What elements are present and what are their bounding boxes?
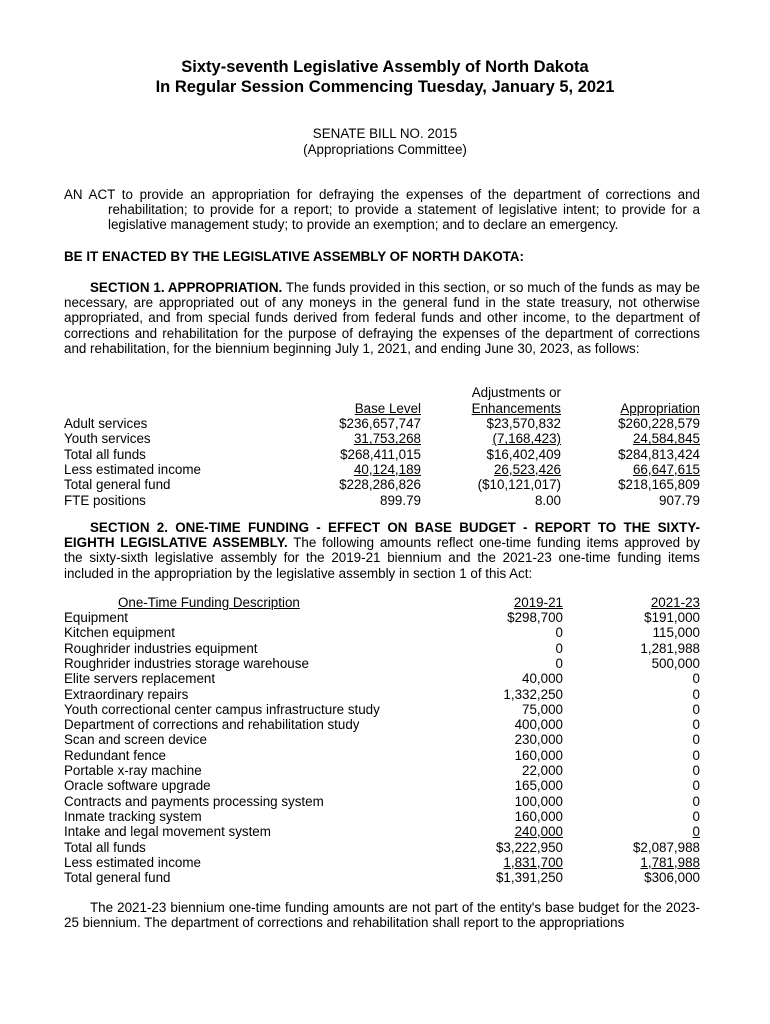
s2-row-2019: 160,000: [514, 808, 563, 824]
s2-row-label: Kitchen equipment: [64, 625, 175, 641]
s1-row-base: 40,124,189: [353, 461, 421, 477]
act-title: AN ACT to provide an appropriation for defraying the expenses of the department of corrections and rehabilitation; to provide for a report; to provide a statement of legislative intent; to provide for a legislative management study; to provide an exemption; and to declare an emergency.: [64, 187, 700, 233]
session-title: In Regular Session Commencing Tuesday, January 5, 2021: [155, 78, 615, 96]
s2-row-2019: 0: [555, 655, 563, 671]
s1-row-adj: 8.00: [534, 492, 561, 508]
s2-row-2021: 1,281,988: [640, 640, 700, 656]
s1-table-row: [0, 416, 770, 431]
s1-row-adj: ($10,121,017): [477, 477, 561, 493]
s2-row-label: Less estimated income: [64, 854, 201, 870]
section-2-closing: The 2021-23 biennium one-time funding amounts are not part of the entity's base budget for the 2023-25 biennium. The department of corrections and rehabilitation shall report to the appropriations: [64, 900, 700, 931]
s2-table-row: [0, 610, 770, 625]
s2-row-2019: $1,391,250: [495, 870, 563, 886]
s1-table-row: [0, 462, 770, 477]
s2-row-label: Youth correctional center campus infrastructure study: [64, 701, 380, 717]
s2-row-2019: $298,700: [507, 610, 563, 625]
s2-row-2021: $191,000: [644, 610, 700, 625]
s2-row-label: Intake and legal movement system: [64, 824, 271, 840]
s2-table-row: [0, 840, 770, 855]
s2-row-2021: 0: [692, 717, 700, 733]
s1-table-row: [0, 431, 770, 446]
s2-table-row: [0, 717, 770, 732]
s2-row-2019: 165,000: [514, 778, 563, 794]
s2-row-label: Inmate tracking system: [64, 808, 202, 824]
s1-header-row-1: [0, 385, 770, 400]
s1-row-label: FTE positions: [64, 492, 146, 508]
s2-table-row: [0, 641, 770, 656]
s2-row-2021: $306,000: [644, 870, 700, 886]
s2-row-label: Roughrider industries equipment: [64, 640, 258, 656]
s2-row-2019: 1,332,250: [503, 686, 563, 702]
s1-row-base: $268,411,015: [340, 446, 421, 462]
s1-row-label: Youth services: [64, 431, 151, 447]
s2-row-label: Elite servers replacement: [64, 671, 216, 687]
s1-row-base: 899.79: [380, 492, 421, 508]
s2-table-row: [0, 855, 770, 870]
s1-row-approp: 66,647,615: [632, 461, 700, 477]
s1-row-label: Adult services: [64, 416, 148, 431]
s2-row-label: Extraordinary repairs: [64, 686, 189, 702]
s2-row-label: Equipment: [64, 610, 129, 625]
s2-row-2021: 0: [692, 732, 700, 748]
s2-row-2019: 0: [555, 640, 563, 656]
section-2-heading: SECTION 2. ONE-TIME FUNDING - EFFECT ON BASE BUDGET - REPORT TO THE SIXTY-EIGHTH LEGISLATIVE ASSEMBLY.: [64, 520, 700, 551]
s2-row-label: Redundant fence: [64, 747, 166, 763]
s2-table-row: [0, 794, 770, 809]
s2-table-row: [0, 870, 770, 885]
s2-row-2021: 0: [692, 824, 700, 840]
s1-table-row: [0, 493, 770, 508]
s1-row-approp: $284,813,424: [618, 446, 700, 462]
s2-row-2019: 240,000: [514, 824, 563, 840]
assembly-title: Sixty-seventh Legislative Assembly of North Dakota: [181, 58, 589, 76]
s2-col-desc: One-Time Funding Description: [118, 595, 300, 610]
s2-row-2021: 0: [692, 686, 700, 702]
s1-row-base: 31,753,268: [353, 431, 421, 447]
s2-row-label: Oracle software upgrade: [64, 778, 211, 794]
s2-header-row: [0, 595, 770, 610]
s1-row-label: Total all funds: [64, 446, 146, 462]
s2-row-label: Total general fund: [64, 870, 171, 886]
s1-row-approp: $218,165,809: [618, 477, 700, 493]
s1-col-adj-line1: Adjustments or: [471, 385, 561, 400]
s1-row-approp: $260,228,579: [618, 416, 700, 431]
s1-row-adj: (7,168,423): [492, 431, 561, 447]
s1-row-approp: 24,584,845: [632, 431, 700, 447]
s1-row-label: Less estimated income: [64, 461, 201, 477]
s1-row-adj: $16,402,409: [486, 446, 561, 462]
s2-table-row: [0, 824, 770, 839]
enacting-clause: BE IT ENACTED BY THE LEGISLATIVE ASSEMBLY OF NORTH DAKOTA:: [64, 249, 525, 264]
bill-number: SENATE BILL NO. 2015: [312, 126, 458, 141]
s1-col-approp: Appropriation: [620, 401, 700, 416]
section-1-heading: SECTION 1. APPROPRIATION.: [90, 280, 283, 295]
section-1-body: The funds provided in this section, or so much of the funds as may be necessary, are appropriated out of any moneys in the general fund in the state treasury, not otherwise appropriated, and from special funds derived from federal funds and other income, to the department of corrections and rehabilitation for the purpose of defraying the expenses of the department of corrections and rehabilitation, for the biennium beginning July 1, 2021, and ending June 30, 2023, as follows:: [64, 280, 700, 356]
section-2-text: [64, 520, 700, 581]
s2-row-label: Total all funds: [64, 839, 146, 855]
s1-table-row: [0, 477, 770, 492]
s2-row-2021: 1,781,988: [640, 854, 700, 870]
s1-row-label: Total general fund: [64, 477, 171, 493]
s1-col-base: Base Level: [354, 401, 421, 416]
s2-row-2021: 0: [692, 793, 700, 809]
s2-table-row: [0, 732, 770, 747]
s2-row-2019: 40,000: [522, 671, 563, 687]
s2-row-label: Roughrider industries storage warehouse: [64, 655, 309, 671]
s2-row-label: Portable x-ray machine: [64, 763, 202, 778]
s2-table-row: [0, 778, 770, 793]
s2-row-label: Department of corrections and rehabilitation study: [64, 717, 360, 733]
s1-table-row: [0, 447, 770, 462]
s1-row-base: $228,286,826: [339, 477, 421, 493]
s1-col-adj-line2: Enhancements: [471, 401, 561, 416]
committee-name: (Appropriations Committee): [303, 142, 467, 157]
s2-row-2019: 22,000: [522, 763, 563, 778]
s2-row-label: Scan and screen device: [64, 732, 207, 748]
s2-row-2021: 0: [692, 671, 700, 687]
s2-row-2021: 0: [692, 747, 700, 763]
s2-row-2019: 230,000: [514, 732, 563, 748]
section-1-text: [64, 280, 700, 356]
s2-row-2019: 160,000: [514, 747, 563, 763]
s2-row-2019: 400,000: [514, 717, 563, 733]
s2-row-2019: 1,831,700: [503, 854, 563, 870]
s2-table-row: [0, 625, 770, 640]
s2-row-2019: 100,000: [514, 793, 563, 809]
s1-row-base: $236,657,747: [339, 416, 421, 431]
s2-table-row: [0, 763, 770, 778]
s2-row-2019: $3,222,950: [495, 839, 563, 855]
s2-row-2021: 500,000: [651, 655, 700, 671]
s2-table-row: [0, 702, 770, 717]
s2-table-row: [0, 809, 770, 824]
s2-table-row: [0, 671, 770, 686]
s2-row-label: Contracts and payments processing system: [64, 793, 324, 809]
s1-row-adj: 26,523,426: [493, 461, 561, 477]
s2-row-2021: 0: [692, 808, 700, 824]
s1-header-row-2: [0, 401, 770, 416]
s2-row-2021: $2,087,988: [632, 839, 700, 855]
s2-row-2021: 0: [692, 778, 700, 794]
s1-row-adj: $23,570,832: [486, 416, 561, 431]
s2-table-row: [0, 656, 770, 671]
s2-row-2021: 0: [692, 763, 700, 778]
s2-col-2021: 2021-23: [650, 595, 700, 610]
s2-table-row: [0, 687, 770, 702]
section-2-body: The following amounts reflect one-time funding items approved by the sixty-sixth legislative assembly for the 2019-21 biennium and the 2021-23 one-time funding items included in the appropriation by the legislative assembly in section 1 of this Act:: [64, 535, 700, 581]
s2-row-2021: 0: [692, 701, 700, 717]
s2-row-2019: 75,000: [522, 701, 563, 717]
s1-row-approp: 907.79: [659, 492, 700, 508]
s2-col-2019: 2019-21: [513, 595, 563, 610]
s2-row-2021: 115,000: [652, 625, 700, 641]
s2-row-2019: 0: [555, 625, 563, 641]
s2-table-row: [0, 748, 770, 763]
